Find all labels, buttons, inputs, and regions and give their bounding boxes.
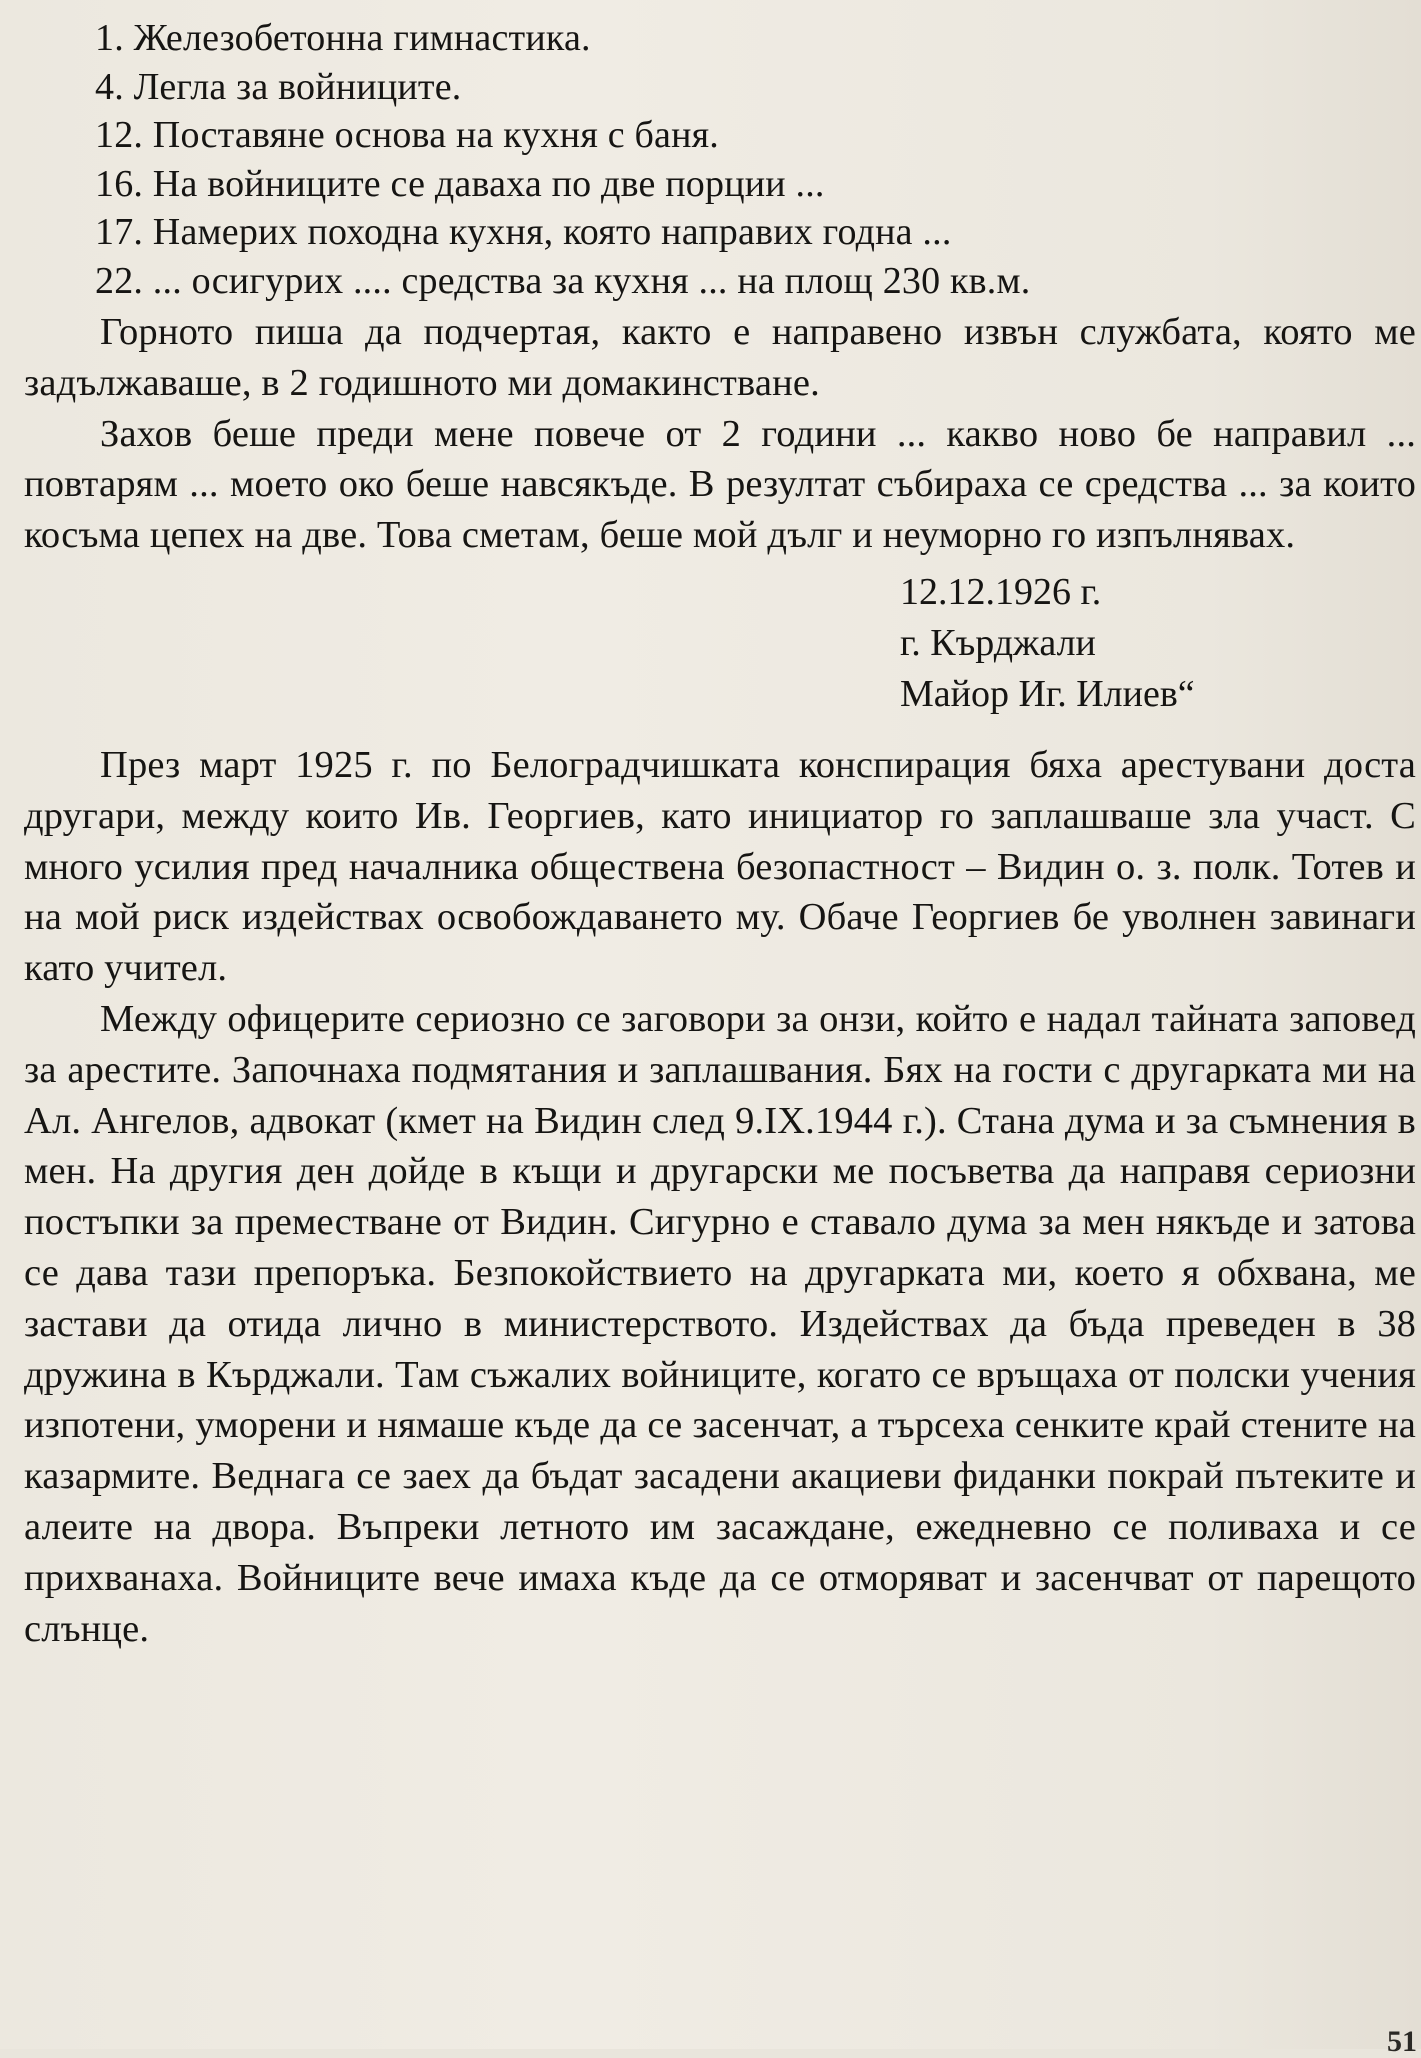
signature-block [900,567,1416,720]
list-item: 22. ... осигурих .... средства за кухня ... на площ 230 кв.м. [95,259,1031,302]
list-item: 16. На войниците се даваха по две порции ... [95,162,825,205]
list-item: 4. Легла за войниците. [95,65,462,108]
signature-date: 12.12.1926 г. [900,570,1102,613]
signature-name: Майор Иг. Илиев“ [900,672,1195,715]
list-item: 1. Железобетонна гимнастика. [95,17,591,59]
improvements-list [24,14,1416,305]
page-number: 51 [1387,2025,1417,2058]
list-item: 17. Намерих походна кухня, която направих годна ... [95,211,952,253]
paragraph: Между офицерите сериозно се заговори за онзи, който е надал тайната заповед за арестите. Започнаха подмятания и заплашвания. Бях на гости с другарката ми на Ал. Ангелов, адвокат (кмет на Видин след 9.IX.1944 г.). Стана дума и за съмнения в мен. На другия ден дойде в къщи и другарски ме посъветва да направя сериозни постъпки за преместване от Видин. Сигурно е ставало дума за мен някъде и затова се дава тази препоръка. Безпокойствието на другарката ми, което я обхвана, ме застави да отида лично в министерството. Издействах да бъда преведен в 38 дружина в Кърджали. Там съжалих войниците, когато се връщаха от полски учения изпотени, уморени и нямаше къде да се засенчат, а търсеха сенките край стените на казармите. Веднага се заех да бъдат засадени акациеви фиданки покрай пътеките и алеите на двора. Въпреки летното им засаждане, ежедневно се поливаха и се прихванаха. Войниците вече имаха къде да се отморяват и засенчват от парещото слънце. [24,997,1416,1650]
paragraph: Горното пиша да подчертая, както е направено извън службата, която ме задължаваше, в 2 годишното ми домакинстване. [24,311,1416,404]
signature-place: г. Кърджали [900,621,1096,664]
page-content [24,14,1416,1654]
paragraph: Захов беше преди мене повече от 2 години ... какво ново бе направил ... повтарям ... моето око беше навсякъде. В резултат събираха се средства ... за които косъма цепех на две. Това сметам, беше мой дълг и неуморно го изпълнявах. [24,412,1416,557]
list-item: 12. Поставяне основа на кухня с баня. [95,114,719,156]
paragraph: През март 1925 г. по Белоградчишката конспирация бяха арестувани доста другари, между които Ив. Георгиев, като инициатор го заплашваше зла участ. С много усилия пред началника обществена безопастност – Видин о. з. полк. Тотев и на мой риск издействах освобождаването му. Обаче Георгиев бе уволнен завинаги като учител. [24,743,1416,990]
